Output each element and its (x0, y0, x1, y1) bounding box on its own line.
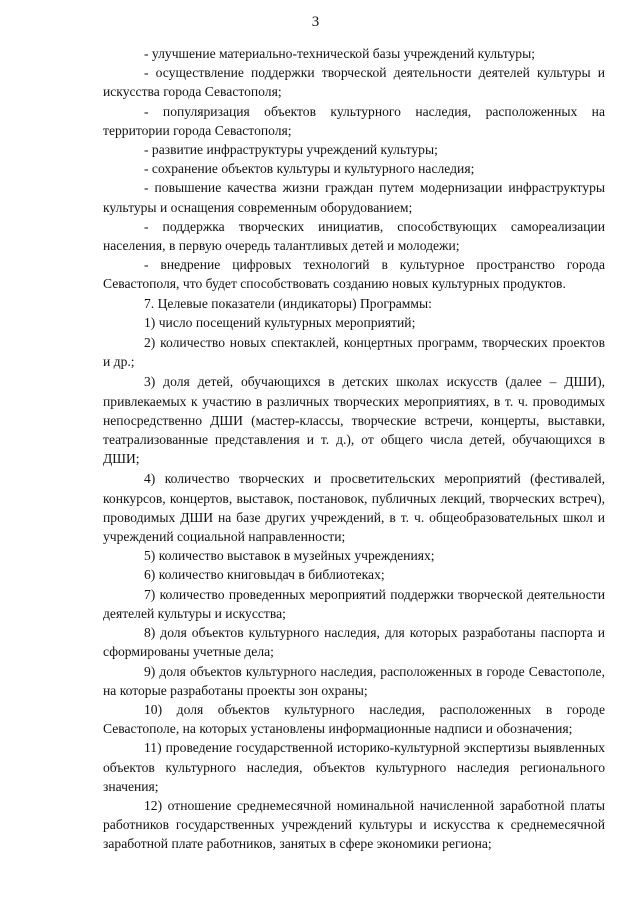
indicator-item: 11) проведение государственной историко-культурной экспертизы выявленных объектов культурного наследия, объектов культурного наследия регионального значения; (103, 740, 605, 794)
list-item: - повышение качества жизни граждан путем модернизации инфраструктуры культуры и оснащения современным оборудованием; (103, 180, 605, 215)
indicator-item: 12) отношение среднемесячной номинальной начисленной заработной платы работников государственных учреждений культуры и искусства к среднемесячной заработной плате работников, занятых в сфере экономики региона; (103, 797, 605, 852)
document-body (103, 44, 605, 854)
list-item: - осуществление поддержки творческой деятельности деятелей культуры и искусства города Севастополя; (103, 65, 605, 100)
list-item: - улучшение материально-технической базы учреждений культуры; (144, 46, 535, 61)
list-item: - поддержка творческих инициатив, способствующих самореализации населения, в первую очередь талантливых детей и молодежи; (103, 218, 605, 254)
indicator-item: 1) число посещений культурных мероприятий; (144, 314, 416, 330)
indicator-item: 6) количество книговыдач в библиотеках; (144, 567, 385, 583)
indicator-item: 7) количество проведенных мероприятий поддержки творческой деятельности деятелей культуры и искусства; (103, 586, 605, 621)
list-item: - внедрение цифровых технологий в культурное пространство города Севастополя, что будет способствовать созданию новых культурных продуктов. (103, 257, 605, 292)
indicator-item: 10) доля объектов культурного наследия, расположенных в городе Севастополе, на которых установлены информационные надписи и обозначения; (103, 701, 605, 737)
list-item: - развитие инфраструктуры учреждений культуры; (144, 142, 438, 158)
indicator-item: 4) количество творческих и просветительских мероприятий (фестивалей, конкурсов, концертов, выставок, постановок, публичных лекций, творческих встреч), проводимых ДШИ на базе других учреждений, в т. ч. общеобразовательных школ и учреждений социальной направленности; (103, 471, 605, 545)
indicator-item: 3) доля детей, обучающихся в детских школах искусств (далее – ДШИ), привлекаемых к участию в различных творческих мероприятиях, в т. ч. проводимых непосредственно ДШИ (мастер-классы, творческие встречи, концерты, выставки, театрализованные представления и т. д.), от общего числа детей, обучающихся в ДШИ; (103, 374, 605, 467)
list-item: - популяризация объектов культурного наследия, расположенных на территории города Севастополя; (103, 103, 605, 138)
indicator-item: 9) доля объектов культурного наследия, расположенных в городе Севастополе, на которые разработаны проекты зон охраны; (103, 663, 605, 698)
indicator-item: 8) доля объектов культурного наследия, для которых разработаны паспорта и сформированы учетные дела; (103, 625, 605, 660)
page-number: 3 (311, 14, 320, 30)
section-heading: 7. Целевые показатели (индикаторы) Программы: (144, 295, 432, 311)
indicator-item: 2) количество новых спектаклей, концертных программ, творческих проектов и др.; (103, 335, 605, 370)
list-item: - сохранение объектов культуры и культурного наследия; (144, 161, 475, 177)
indicator-item: 5) количество выставок в музейных учреждениях; (144, 548, 435, 564)
